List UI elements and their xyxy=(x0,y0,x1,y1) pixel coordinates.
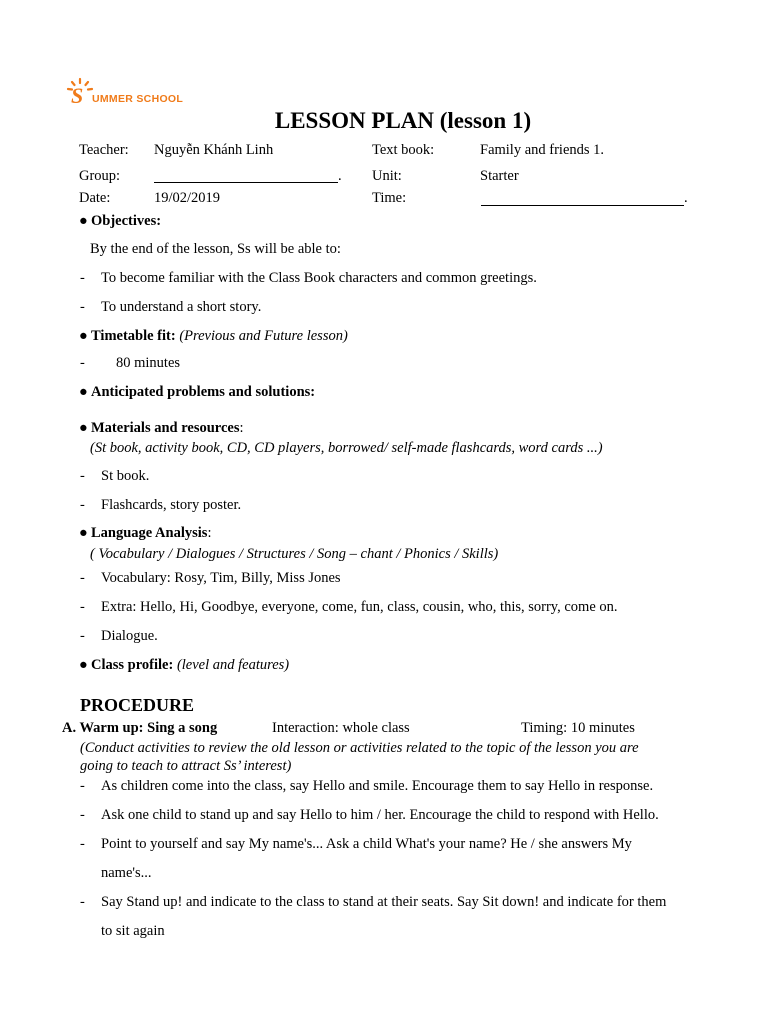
textbook-label: Text book: xyxy=(372,142,435,158)
section-a-title: A. Warm up: Sing a song xyxy=(62,720,218,736)
anticipated-heading: ● Anticipated problems and solutions: xyxy=(79,384,316,400)
timetable-heading: ● Timetable fit: (Previous and Future lesson) xyxy=(79,328,348,344)
group-blank-line xyxy=(154,182,338,183)
bullet-icon: ● xyxy=(79,657,88,673)
svg-text:S: S xyxy=(71,83,84,106)
page-title: LESSON PLAN (lesson 1) xyxy=(274,108,532,133)
procedure-heading: PROCEDURE xyxy=(80,695,195,715)
bullet-icon: ● xyxy=(79,420,88,436)
list-item-continuation: name's... xyxy=(101,865,152,881)
list-item: - To become familiar with the Class Book characters and common greetings. xyxy=(80,270,537,286)
group-label: Group: xyxy=(79,168,121,184)
language-note: ( Vocabulary / Dialogues / Structures / Song – chant / Phonics / Skills) xyxy=(90,546,499,562)
date-value: 19/02/2019 xyxy=(154,190,221,206)
school-logo xyxy=(66,76,196,108)
list-item: - To understand a short story. xyxy=(80,299,262,315)
time-blank-line xyxy=(481,205,684,206)
materials-note: (St book, activity book, CD, CD players, borrowed/ self-made flashcards, word cards ...) xyxy=(90,440,603,456)
class-profile-note: (level and features) xyxy=(176,657,290,673)
teacher-value: Nguyễn Khánh Linh xyxy=(154,142,274,158)
list-item: - Extra: Hello, Hi, Goodbye, everyone, come, fun, class, cousin, who, this, sorry, come on. xyxy=(80,599,618,615)
list-item: - Dialogue. xyxy=(80,628,158,644)
timetable-note: (Previous and Future lesson) xyxy=(179,328,348,344)
list-item: - Say Stand up! and indicate to the class to stand at their seats. Say Sit down! and indicate for them xyxy=(80,894,667,910)
list-item: - Point to yourself and say My name's... Ask a child What's your name? He / she answers My xyxy=(80,836,632,852)
unit-value: Starter xyxy=(480,168,519,184)
list-item: - Flashcards, story poster. xyxy=(80,497,242,513)
teacher-label: Teacher: xyxy=(79,142,129,158)
date-label: Date: xyxy=(79,190,111,206)
list-item: - St book. xyxy=(80,468,150,484)
class-profile-heading: ● Class profile: (level and features) xyxy=(79,657,290,673)
unit-label: Unit: xyxy=(372,168,402,184)
bullet-icon: ● xyxy=(79,328,88,344)
textbook-value: Family and friends 1. xyxy=(480,142,605,158)
section-a-note-line2: going to teach to attract Ss’ interest) xyxy=(80,758,292,774)
bullet-icon: ● xyxy=(79,384,88,400)
section-a-interaction: Interaction: whole class xyxy=(272,720,410,736)
list-item-continuation: to sit again xyxy=(101,923,165,939)
list-item: - Vocabulary: Rosy, Tim, Billy, Miss Jones xyxy=(80,570,341,586)
objectives-heading: ● Objectives: xyxy=(79,213,162,229)
list-item: - Ask one child to stand up and say Hello to him / her. Encourage the child to respond with Hello. xyxy=(80,807,659,823)
section-a-timing: Timing: 10 minutes xyxy=(521,720,635,736)
list-item: - As children come into the class, say Hello and smile. Encourage them to say Hello in response. xyxy=(80,778,654,794)
time-blank-end: . xyxy=(684,190,688,206)
logo-text: UMMER SCHOOL xyxy=(92,93,184,105)
section-a-note-line1: (Conduct activities to review the old lesson or activities related to the topic of the lesson you are xyxy=(80,740,639,756)
language-heading: ● Language Analysis: xyxy=(79,525,212,541)
bullet-icon: ● xyxy=(79,525,88,541)
bullet-icon: ● xyxy=(79,213,88,229)
materials-heading: ● Materials and resources: xyxy=(79,420,244,436)
group-blank-end: . xyxy=(338,168,342,184)
list-item: - 80 minutes xyxy=(80,355,181,371)
objectives-intro: By the end of the lesson, Ss will be able to: xyxy=(90,241,341,257)
time-label: Time: xyxy=(372,190,407,206)
